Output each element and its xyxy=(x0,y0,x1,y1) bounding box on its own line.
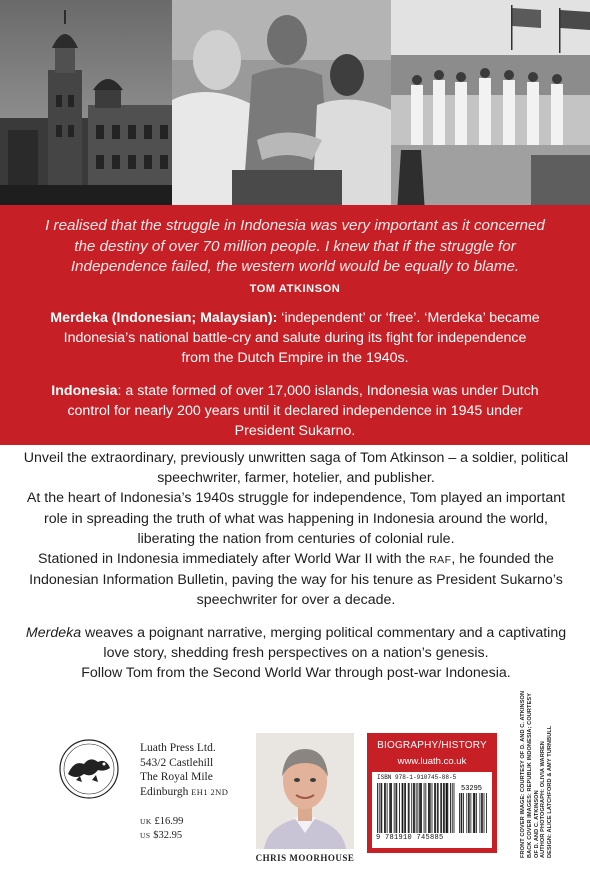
quote-author: TOM ATKINSON xyxy=(249,282,341,295)
barcode-bar xyxy=(413,783,414,833)
barcode-bar xyxy=(429,783,430,833)
price-code: 53295 xyxy=(461,785,483,793)
credit-line: BACK COVER IMAGES: REPUBLIK INDONESIA; COURTESY OF D. AND C. ATKINSON xyxy=(526,693,540,858)
quote-band xyxy=(0,205,590,445)
barcode-bar xyxy=(409,783,410,833)
barcode-bar xyxy=(394,783,395,833)
barcode-addon-bar xyxy=(476,793,477,833)
barcode-bar xyxy=(454,783,455,833)
barcode-addon-bar xyxy=(469,793,470,833)
author-photo xyxy=(256,733,354,849)
barcode-bar xyxy=(408,783,409,833)
barcode-bar xyxy=(443,783,444,833)
barcode-bar xyxy=(447,783,448,833)
isbn-text: ISBN 978-1-910745-88-5 xyxy=(377,774,457,781)
barcode-bar xyxy=(434,783,435,833)
barcode-bar xyxy=(437,783,438,833)
publisher-logo xyxy=(58,738,120,800)
barcode-bar xyxy=(444,783,445,833)
definition-text: ‘independent’ or ‘free’. ‘Merdeka’ became Indonesia’s national battle-cry and salute during its fight for independence from the Dutch Empire in the 1940s. xyxy=(63,309,540,366)
website-link[interactable]: www.luath.co.uk xyxy=(397,756,467,767)
barcode-bar xyxy=(399,783,400,833)
barcode-bar xyxy=(452,783,453,833)
price-uk: UK £16.99 xyxy=(140,816,184,827)
credit-line: FRONT COVER IMAGE: COURTESY OF D. AND C. ATKINSON xyxy=(520,690,526,858)
address-line: Edinburgh EH1 2ND xyxy=(140,785,229,798)
barcode-bar xyxy=(446,783,447,833)
barcode-addon-bar xyxy=(468,793,469,833)
barcode-bar xyxy=(391,783,392,833)
barcode-addon-bar xyxy=(461,793,462,833)
barcode-bar xyxy=(432,783,433,833)
handshake-photo xyxy=(172,0,391,213)
definition-merdeka xyxy=(48,308,542,368)
barcode-bar xyxy=(411,783,412,833)
barcode-bar xyxy=(428,783,429,833)
barcode-bar xyxy=(385,783,386,833)
definition-term: Merdeka (Indonesian; Malaysian): xyxy=(50,309,278,326)
barcode-bar xyxy=(416,783,417,833)
barcode-bar xyxy=(390,783,391,833)
price-us: US $32.95 xyxy=(140,830,183,841)
credit-line: AUTHOR PHOTOGRAPH: OLIVIA WARREN xyxy=(540,741,547,858)
price-list xyxy=(140,815,183,843)
blurb-paragraph: Stationed in Indonesia immediately after World War II with the RAF, he founded the Indonesian Information Bulletin, paving the way for his tenure as President Sukarno’s speechwriter for over a decade. xyxy=(29,551,563,609)
publisher-name: Luath Press Ltd. xyxy=(140,742,216,754)
barcode-addon-bar xyxy=(459,793,460,833)
barcode-bar xyxy=(425,783,426,833)
barcode-bar xyxy=(438,783,439,833)
barcode-bar xyxy=(384,783,385,833)
credit-line: DESIGN: ALICE LATCHFORD & AMY TURNBULL xyxy=(547,725,554,858)
pull-quote: I realised that the struggle in Indonesia was very important as it concerned the destiny of over 70 million people. I knew that if the struggle for Independence failed, the western world would be equally to blame. xyxy=(45,217,545,275)
barcode-bar xyxy=(387,783,388,833)
barcode-addon-bar xyxy=(463,793,464,833)
barcode-bar xyxy=(405,783,406,833)
barcode-bar xyxy=(377,783,378,833)
barcode-bar xyxy=(389,783,390,833)
blurb-paragraph: Unveil the extraordinary, previously unwritten saga of Tom Atkinson – a soldier, political speechwriter, farmer, hotelier, and publisher. xyxy=(23,450,569,487)
category-label: BIOGRAPHY/HISTORY xyxy=(377,740,487,751)
barcode-addon-bar xyxy=(486,793,487,833)
blurb-paragraph: Merdeka weaves a poignant narrative, merging political commentary and a captivating love story, shedding fresh perspectives on a nation’s genesis. xyxy=(25,624,567,661)
barcode-bar xyxy=(403,783,404,833)
barcode-addon-bar xyxy=(466,793,467,833)
barcode-bar xyxy=(381,783,382,833)
ceremony-photo xyxy=(391,0,590,213)
barcode-addon-bar xyxy=(484,793,485,833)
barcode-addon-bar xyxy=(482,793,483,833)
isbn-barcode xyxy=(372,772,492,848)
barcode-bar xyxy=(447,783,448,833)
barcode-addon-bar xyxy=(470,793,471,833)
back-cover-blurb xyxy=(22,448,570,683)
barcode-addon-bar xyxy=(480,793,481,833)
address-line: 543/2 Castlehill xyxy=(140,756,214,769)
raf-abbrev: RAF xyxy=(429,554,452,567)
barcode-bar xyxy=(441,783,442,833)
barcode-bar xyxy=(421,783,422,833)
definition-term: Indonesia xyxy=(51,382,118,399)
blurb-paragraph: Follow Tom from the Second World War through post-war Indonesia. xyxy=(81,665,511,682)
publisher-address xyxy=(140,741,228,799)
barcode-bar xyxy=(396,783,397,833)
barcode-digits: 9 781910 745885 xyxy=(376,834,444,842)
barcode-bar xyxy=(440,783,441,833)
barcode-bar xyxy=(414,783,415,833)
barcode-addon-bar xyxy=(474,793,475,833)
colonial-building-photo xyxy=(0,0,172,213)
author-name: CHRIS MOORHOUSE xyxy=(255,853,355,863)
barcode-bar xyxy=(379,783,380,833)
barcode-addon-bar xyxy=(481,793,482,833)
barcode-bar xyxy=(420,783,421,833)
definition-text: : a state formed of over 17,000 islands, Indonesia was under Dutch control for nearly 200 years until it declared independence in 1945 under President Sukarno. xyxy=(67,382,539,439)
barcode-bar xyxy=(381,783,382,833)
image-credits xyxy=(520,688,582,858)
definition-indonesia xyxy=(48,381,542,441)
barcode-addon-bar xyxy=(473,793,474,833)
barcode-addon-bar xyxy=(475,793,476,833)
barcode-bar xyxy=(419,783,420,833)
barcode-bar xyxy=(402,783,403,833)
barcode-bar xyxy=(430,783,431,833)
blurb-paragraph: At the heart of Indonesia’s 1940s struggle for independence, Tom played an important role in spreading the truth of what was happening in Indonesia around the world, liberating the nation from centuries of colonial rule. xyxy=(26,490,566,547)
barcode-bar xyxy=(424,783,425,833)
barcode-bar xyxy=(395,783,396,833)
barcode-bar xyxy=(417,783,418,833)
book-title: Merdeka xyxy=(25,624,82,641)
barcode-bar xyxy=(404,783,405,833)
postcode: EH1 2ND xyxy=(191,786,229,797)
barcode-addon-bar xyxy=(461,793,462,833)
address-line: The Royal Mile xyxy=(140,771,213,784)
barcode-bar xyxy=(450,783,451,833)
photo-strip xyxy=(0,0,590,213)
barcode-panel xyxy=(367,733,497,853)
barcode-bar xyxy=(435,783,436,833)
